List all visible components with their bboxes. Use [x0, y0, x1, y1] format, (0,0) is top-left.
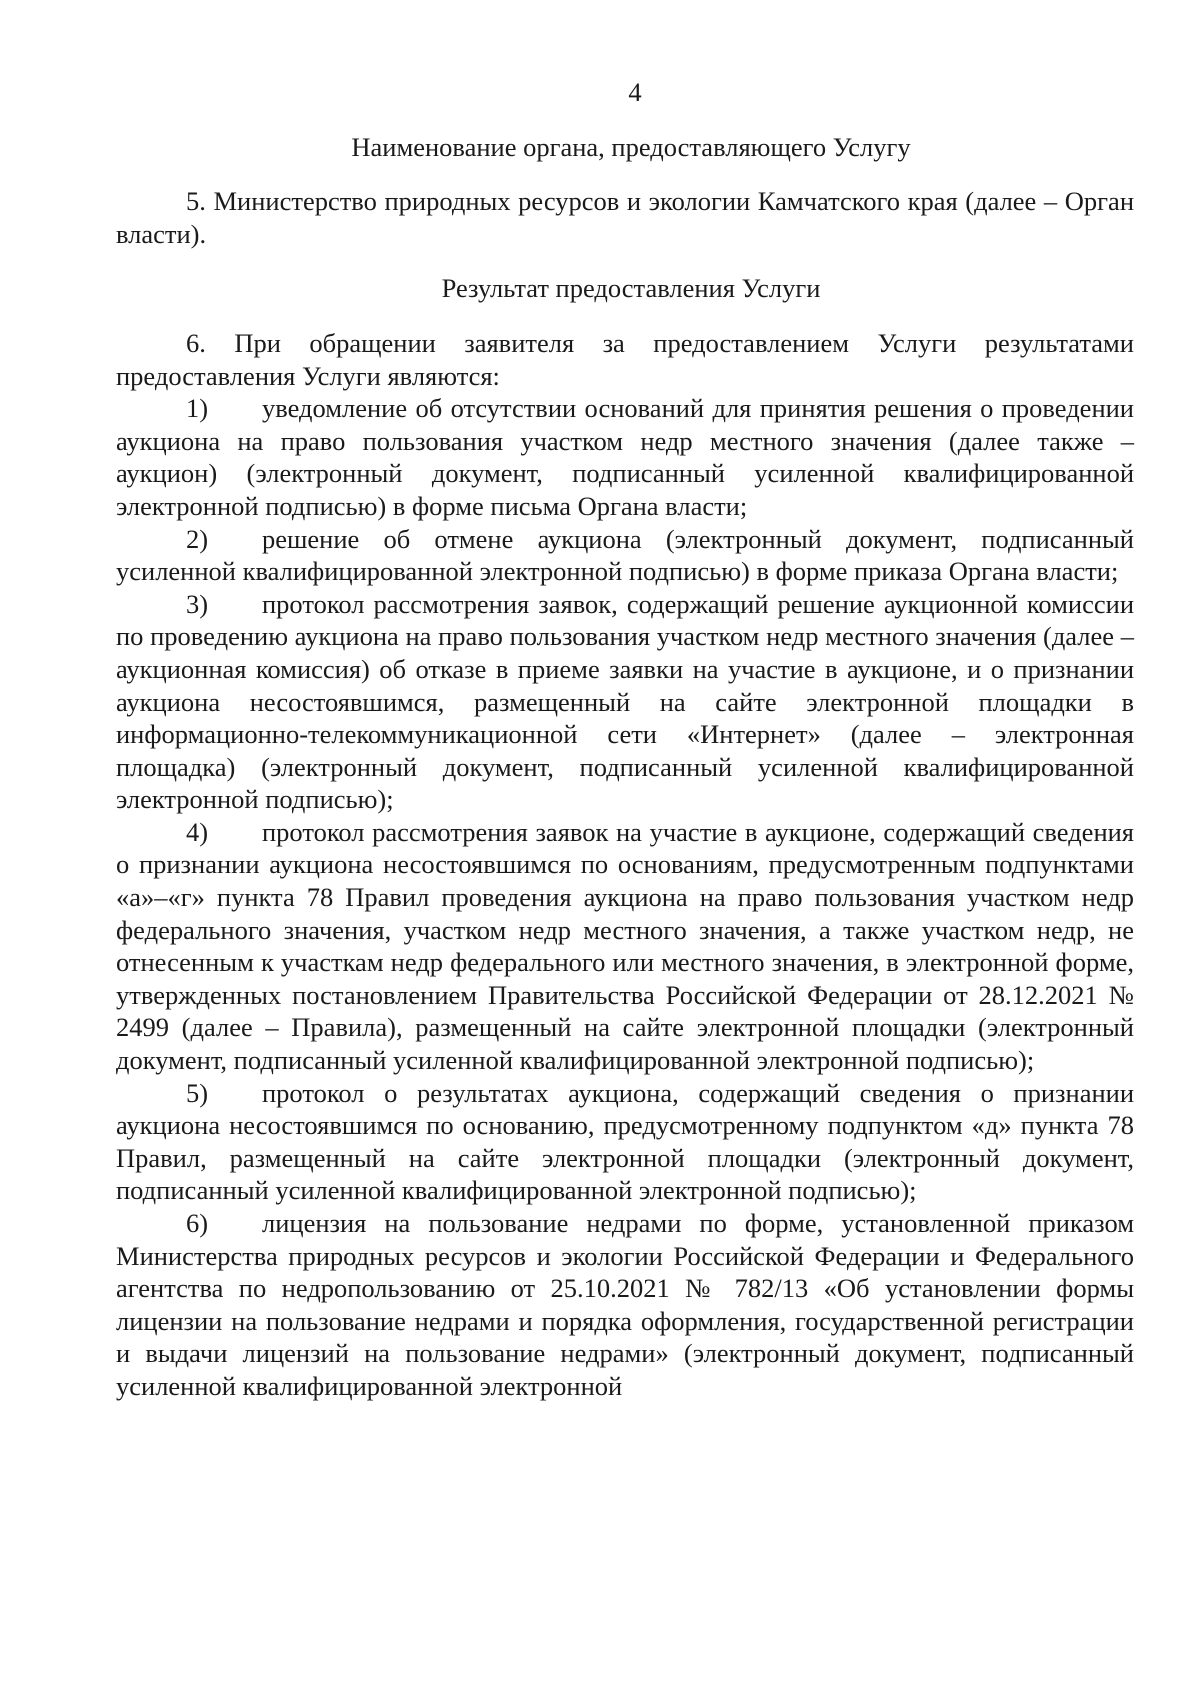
- list-item-number: 4): [186, 816, 209, 847]
- list-item: [116, 1077, 1134, 1207]
- list-item: [116, 523, 1134, 588]
- list-item-text: уведомление об отсутствии оснований для принятия решения о проведении аукциона на право пользования участком недр местного значения (далее также – аукцион) (электронный документ, подписанный усиленной квалифицированной электронной подписью) в форме письма Органа власти;: [116, 393, 1134, 521]
- list-item-number: 5): [186, 1077, 209, 1108]
- list-item-text: лицензия на пользование недрами по форме, установленной приказом Министерства природных ресурсов и экологии Российской Федерации и Федерального агентства по недропользованию от 25.10.2021 № 782/13 «Об установлении формы лицензии на пользование недрами и порядка оформления, государственной регистрации и выдачи лицензий на пользование недрами» (электронный документ, подписанный усиленной квалифицированной электронной: [116, 1208, 1134, 1401]
- paragraph-6-intro: 6. При обращении заявителя за предоставлением Услуги результатами предоставления Услуги являются:: [116, 327, 1134, 391]
- spacer: [116, 305, 1134, 327]
- list-item-number: 3): [186, 588, 209, 619]
- page-number: 4: [628, 77, 642, 107]
- spacer: [116, 163, 1134, 185]
- list-item-text: решение об отмене аукциона (электронный документ, подписанный усиленной квалифицированной электронной подписью) в форме приказа Органа власти;: [116, 523, 1134, 587]
- list-item-text: протокол рассмотрения заявок, содержащий решение аукционной комиссии по проведению аукциона на право пользования участком недр местного значения (далее – аукционная комиссия) об отказе в приеме заявки на участие в аукционе, и о признании аукциона несостоявшимся, размещенный на сайте электронной площадки в информационно-телекоммуникационной сети «Интернет» (далее – электронная площадка) (электронный документ, подписанный усиленной квалифицированной электронной подписью);: [116, 588, 1134, 815]
- list-item: [116, 816, 1134, 1077]
- section-heading-result: Результат предоставления Услуги: [441, 273, 821, 304]
- list-item-text: протокол рассмотрения заявок на участие в аукционе, содержащий сведения о признании аукциона несостоявшимся по основаниям, предусмотренным подпунктами «а»–«г» пункта 78 Правил проведения аукциона на право пользования участком недр федерального значения, участком недр местного значения, а также участком недр, не отнесенным к участкам недр федерального или местного значения, в электронной форме, утвержденных постановлением Правительства Российской Федерации от 28.12.2021 № 2499 (далее – Правила), размещенный на сайте электронной площадки (электронный документ, подписанный усиленной квалифицированной электронной подписью);: [116, 816, 1134, 1076]
- list-item-text: протокол о результатах аукциона, содержащий сведения о признании аукциона несостоявшимся по основанию, предусмотренному подпунктом «д» пункта 78 Правил, размещенный на сайте электронной площадки (электронный документ, подписанный усиленной квалифицированной электронной подписью);: [116, 1077, 1134, 1206]
- list-item-number: 1): [186, 393, 209, 424]
- list-item-number: 6): [186, 1208, 209, 1238]
- list-item-number: 2): [186, 523, 209, 554]
- list-item: [116, 392, 1134, 522]
- list-item: [116, 588, 1134, 816]
- list-item: [116, 1207, 1134, 1403]
- paragraph-5: 5. Министерство природных ресурсов и экологии Камчатского края (далее – Орган власти).: [116, 186, 1134, 249]
- section-heading-authority: Наименование органа, предоставляющего Услугу: [351, 131, 911, 162]
- spacer: [116, 250, 1134, 272]
